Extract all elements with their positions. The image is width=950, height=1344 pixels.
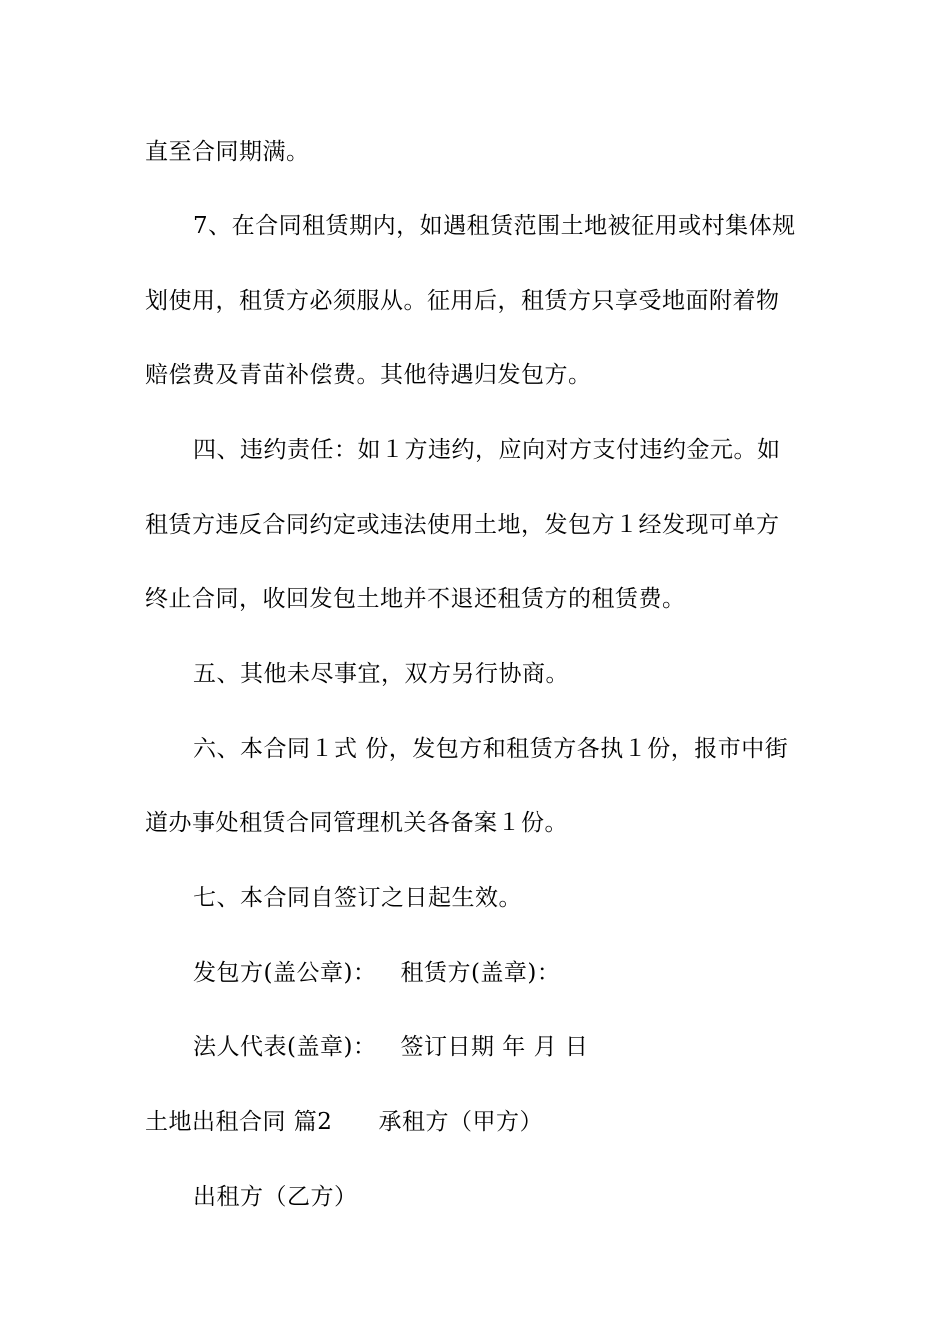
text-line-1: 直至合同期满。 (145, 139, 310, 165)
text-line-4: 赔偿费及青苗补偿费。其他待遇归发包方。 (145, 362, 592, 388)
party-b-line: 出租方（乙方） (193, 1184, 358, 1210)
text-line-3: 划使用，租赁方必须服从。征用后，租赁方只享受地面附着物 (145, 288, 780, 314)
party-a-label: 承租方（甲方） (378, 1109, 543, 1135)
legal-rep-label: 法人代表(盖章)： (193, 1034, 377, 1060)
signature-line-1 (193, 958, 815, 988)
section2-heading-line (145, 1107, 815, 1137)
issuer-seal-label: 发包方(盖公章)： (193, 960, 377, 986)
text-line-9: 六、本合同１式 份，发包方和租赁方各执１份，报市中街 (193, 736, 789, 762)
section2-title: 土地出租合同 篇2 (145, 1109, 333, 1135)
text-line-11: 七、本合同自签订之日起生效。 (193, 885, 522, 911)
text-line-6: 租赁方违反合同约定或违法使用土地，发包方１经发现可单方 (145, 512, 780, 538)
text-line-7: 终止合同，收回发包土地并不退还租赁方的租赁费。 (145, 586, 686, 612)
text-line-5: 四、违约责任：如１方违约，应向对方支付违约金元。如 (193, 437, 781, 463)
text-line-2: 7、在合同租赁期内，如遇租赁范围土地被征用或村集体规 (193, 213, 796, 239)
text-line-8: 五、其他未尽事宜，双方另行协商。 (193, 661, 569, 687)
text-line-10: 道办事处租赁合同管理机关各备案１份。 (145, 810, 568, 836)
sign-date-label: 签订日期 年 月 日 (400, 1034, 589, 1060)
lessee-seal-label: 租赁方(盖章)： (400, 960, 561, 986)
signature-line-2 (193, 1032, 815, 1062)
